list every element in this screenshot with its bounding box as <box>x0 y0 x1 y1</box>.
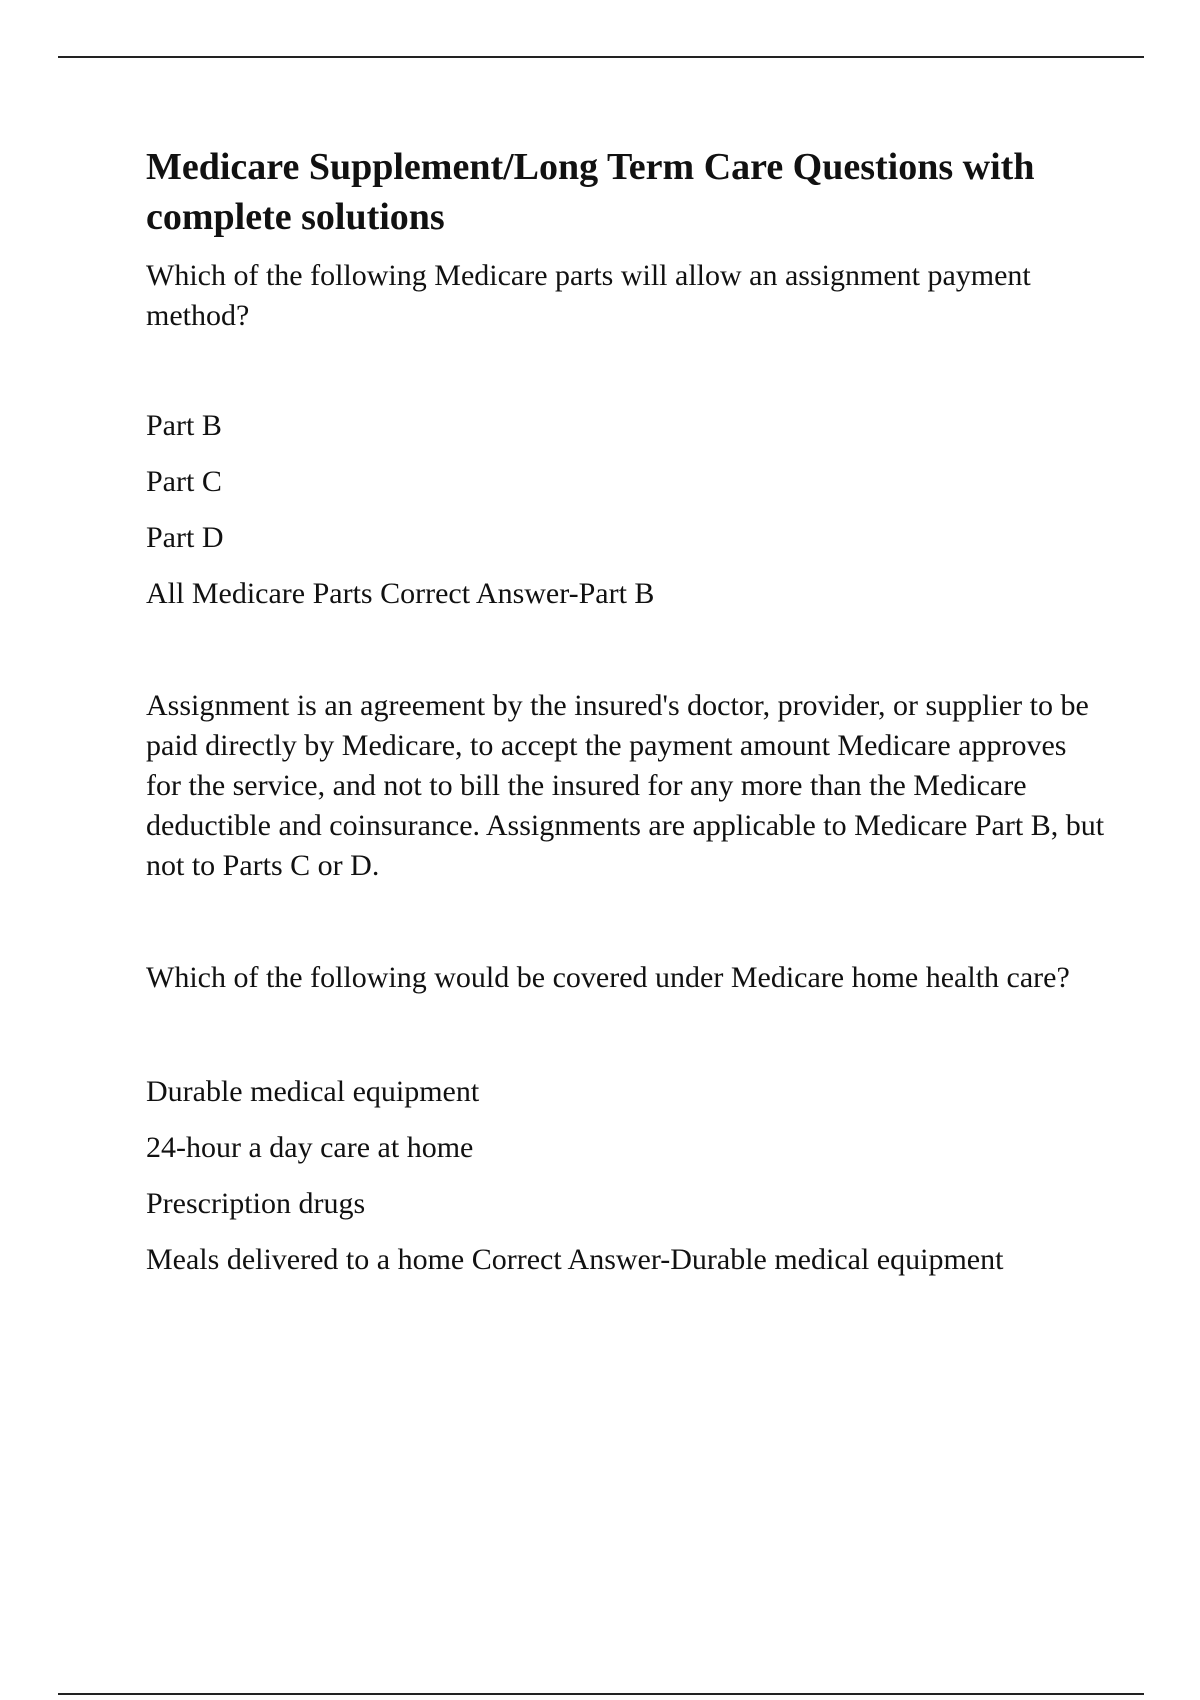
question-2-option: Prescription drugs <box>146 1187 366 1220</box>
top-divider <box>58 56 1144 58</box>
question-2-option: Durable medical equipment <box>146 1075 480 1108</box>
question-2-text: Which of the following would be covered under Medicare home health care? <box>146 961 1070 994</box>
question-1-option: Part B <box>146 409 222 442</box>
document-title: Medicare Supplement/Long Term Care Questions with complete solutions <box>146 146 1035 238</box>
question-1-option: Part D <box>146 521 224 554</box>
question-1-explanation: Assignment is an agreement by the insured's doctor, provider, or supplier to be paid directly by Medicare, to accept the payment amount Medicare approves for the service, and not to bill the insured for any more than the Medicare deductible and coinsurance. Assignments are applicable to Medicare Part B, but not to Parts C or D. <box>146 689 1105 882</box>
question-1-option-with-answer: All Medicare Parts Correct Answer-Part B <box>146 577 655 610</box>
question-2-option-with-answer: Meals delivered to a home Correct Answer-Durable medical equipment <box>146 1243 1004 1276</box>
question-1-option: Part C <box>146 465 222 498</box>
question-1-options <box>146 406 1106 614</box>
document-body <box>146 142 1106 1280</box>
question-2-option: 24-hour a day care at home <box>146 1131 474 1164</box>
bottom-divider <box>58 1693 1144 1695</box>
question-1-text: Which of the following Medicare parts will allow an assignment payment method? <box>146 259 1031 332</box>
question-2-options <box>146 1072 1106 1280</box>
